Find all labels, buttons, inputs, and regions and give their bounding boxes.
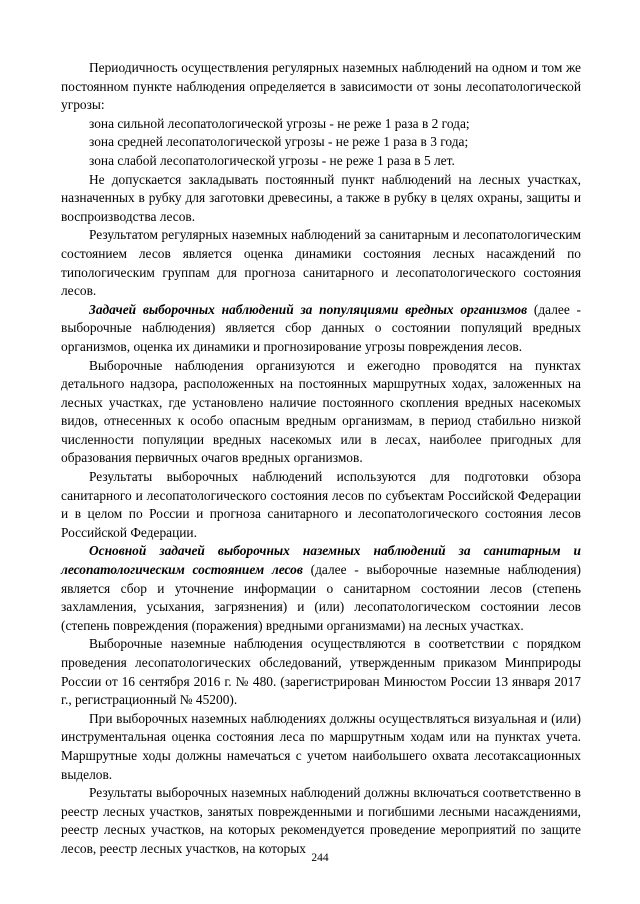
paragraph-prohibition: Не допускается закладывать постоянный пункт наблюдений на лесных участках, назначенных в рубку для заготовки древесины, а также в рубку в целях охраны, защиты и воспроизводства лесов. (61, 171, 581, 224)
paragraph-main-task (61, 542, 581, 635)
list-item-strong-threat: зона сильной лесопатологической угрозы - не реже 1 раза в 2 года; (89, 115, 470, 131)
list-item-medium-threat: зона средней лесопатологической угрозы - не реже 1 раза в 3 года; (89, 134, 469, 150)
selective-task-heading: Задачей выборочных наблюдений за популяциями вредных организмов (89, 301, 528, 317)
document-page (61, 59, 581, 859)
paragraph-selective-task (61, 301, 581, 357)
paragraph-selective-organization: Выборочные наблюдения организуются и ежегодно проводятся на пунктах детального надзора, расположенных на постоянных маршрутных ходах, заложенных на лесных участках, где установлено наличие постоянного скопления вредных насекомых видов, отнесенных к особо опасным вредным организмам, в период стабильно низкой численности популяции вредных насекомых или в лесах, наиболее пригодных для образования первичных очагов вредных организмов. (61, 357, 581, 466)
list-item-weak-threat: зона слабой лесопатологической угрозы - не реже 1 раза в 5 лет. (89, 152, 455, 168)
page-number: 244 (311, 852, 329, 864)
paragraph-selective-results: Результаты выборочных наблюдений используются для подготовки обзора санитарного и лесопатологического состояния лесов по субъектам Российской Федерации и в целом по России и прогноза санитарного и лесопатологического состояния лесов Российской Федерации. (61, 469, 581, 540)
paragraph-legal-basis: Выборочные наземные наблюдения осуществляются в соответствии с порядком проведения лесопатологических обследований, утвержденным приказом Минприроды России от 16 сентября 2016 г. № 480. (зарегистрирован Минюстом России 13 января 2017 г., регистрационный № 45200). (61, 636, 581, 708)
paragraph-registry: Результаты выборочных наземных наблюдений должны включаться соответственно в реестр лесных участков, занятых поврежденными и погибшими лесными насаждениями, реестр лесных участков, на которых рекомендуется проведение мероприятий по защите лесов, реестр лесных участков, на которых (61, 785, 581, 856)
main-task-text: (далее - выборочные наземные наблюдения) является сбор и уточнение информации о санитарном состоянии лесов (степень захламления, усыхания, загрязнения) и (или) лесопатологическом состоянии лесов (степень повреждения (поражения) вредными организмами) на лесных участках. (61, 562, 582, 633)
main-task-heading: Основной задачей выборочных наземных наблюдений за санитарным и лесопатологическим состоянием лесов (61, 543, 581, 578)
paragraph-assessment: При выборочных наземных наблюдениях должны осуществляться визуальная и (или) инструментальная оценка состояния леса по маршрутным ходам или на пунктах учета. Маршрутные ходы должны намечаться с учетом наибольшего охвата лесотаксационных выделов. (61, 710, 581, 782)
paragraph-periodicity: Периодичность осуществления регулярных наземных наблюдений на одном и том же постоянном пункте наблюдения определяется в зависимости от зоны лесопатологической угрозы: (61, 60, 581, 113)
paragraph-regular-result: Результатом регулярных наземных наблюдений за санитарным и лесопатологическим состоянием лесов является оценка динамики состояния лесных насаждений по типологическим группам для прогноза санитарного и лесопатологического состояния лесов. (61, 227, 581, 299)
selective-task-text: (далее - выборочные наблюдения) является сбор данных о состоянии популяций вредных организмов, оценка их динамики и прогнозирование угрозы повреждения лесов. (61, 301, 582, 354)
